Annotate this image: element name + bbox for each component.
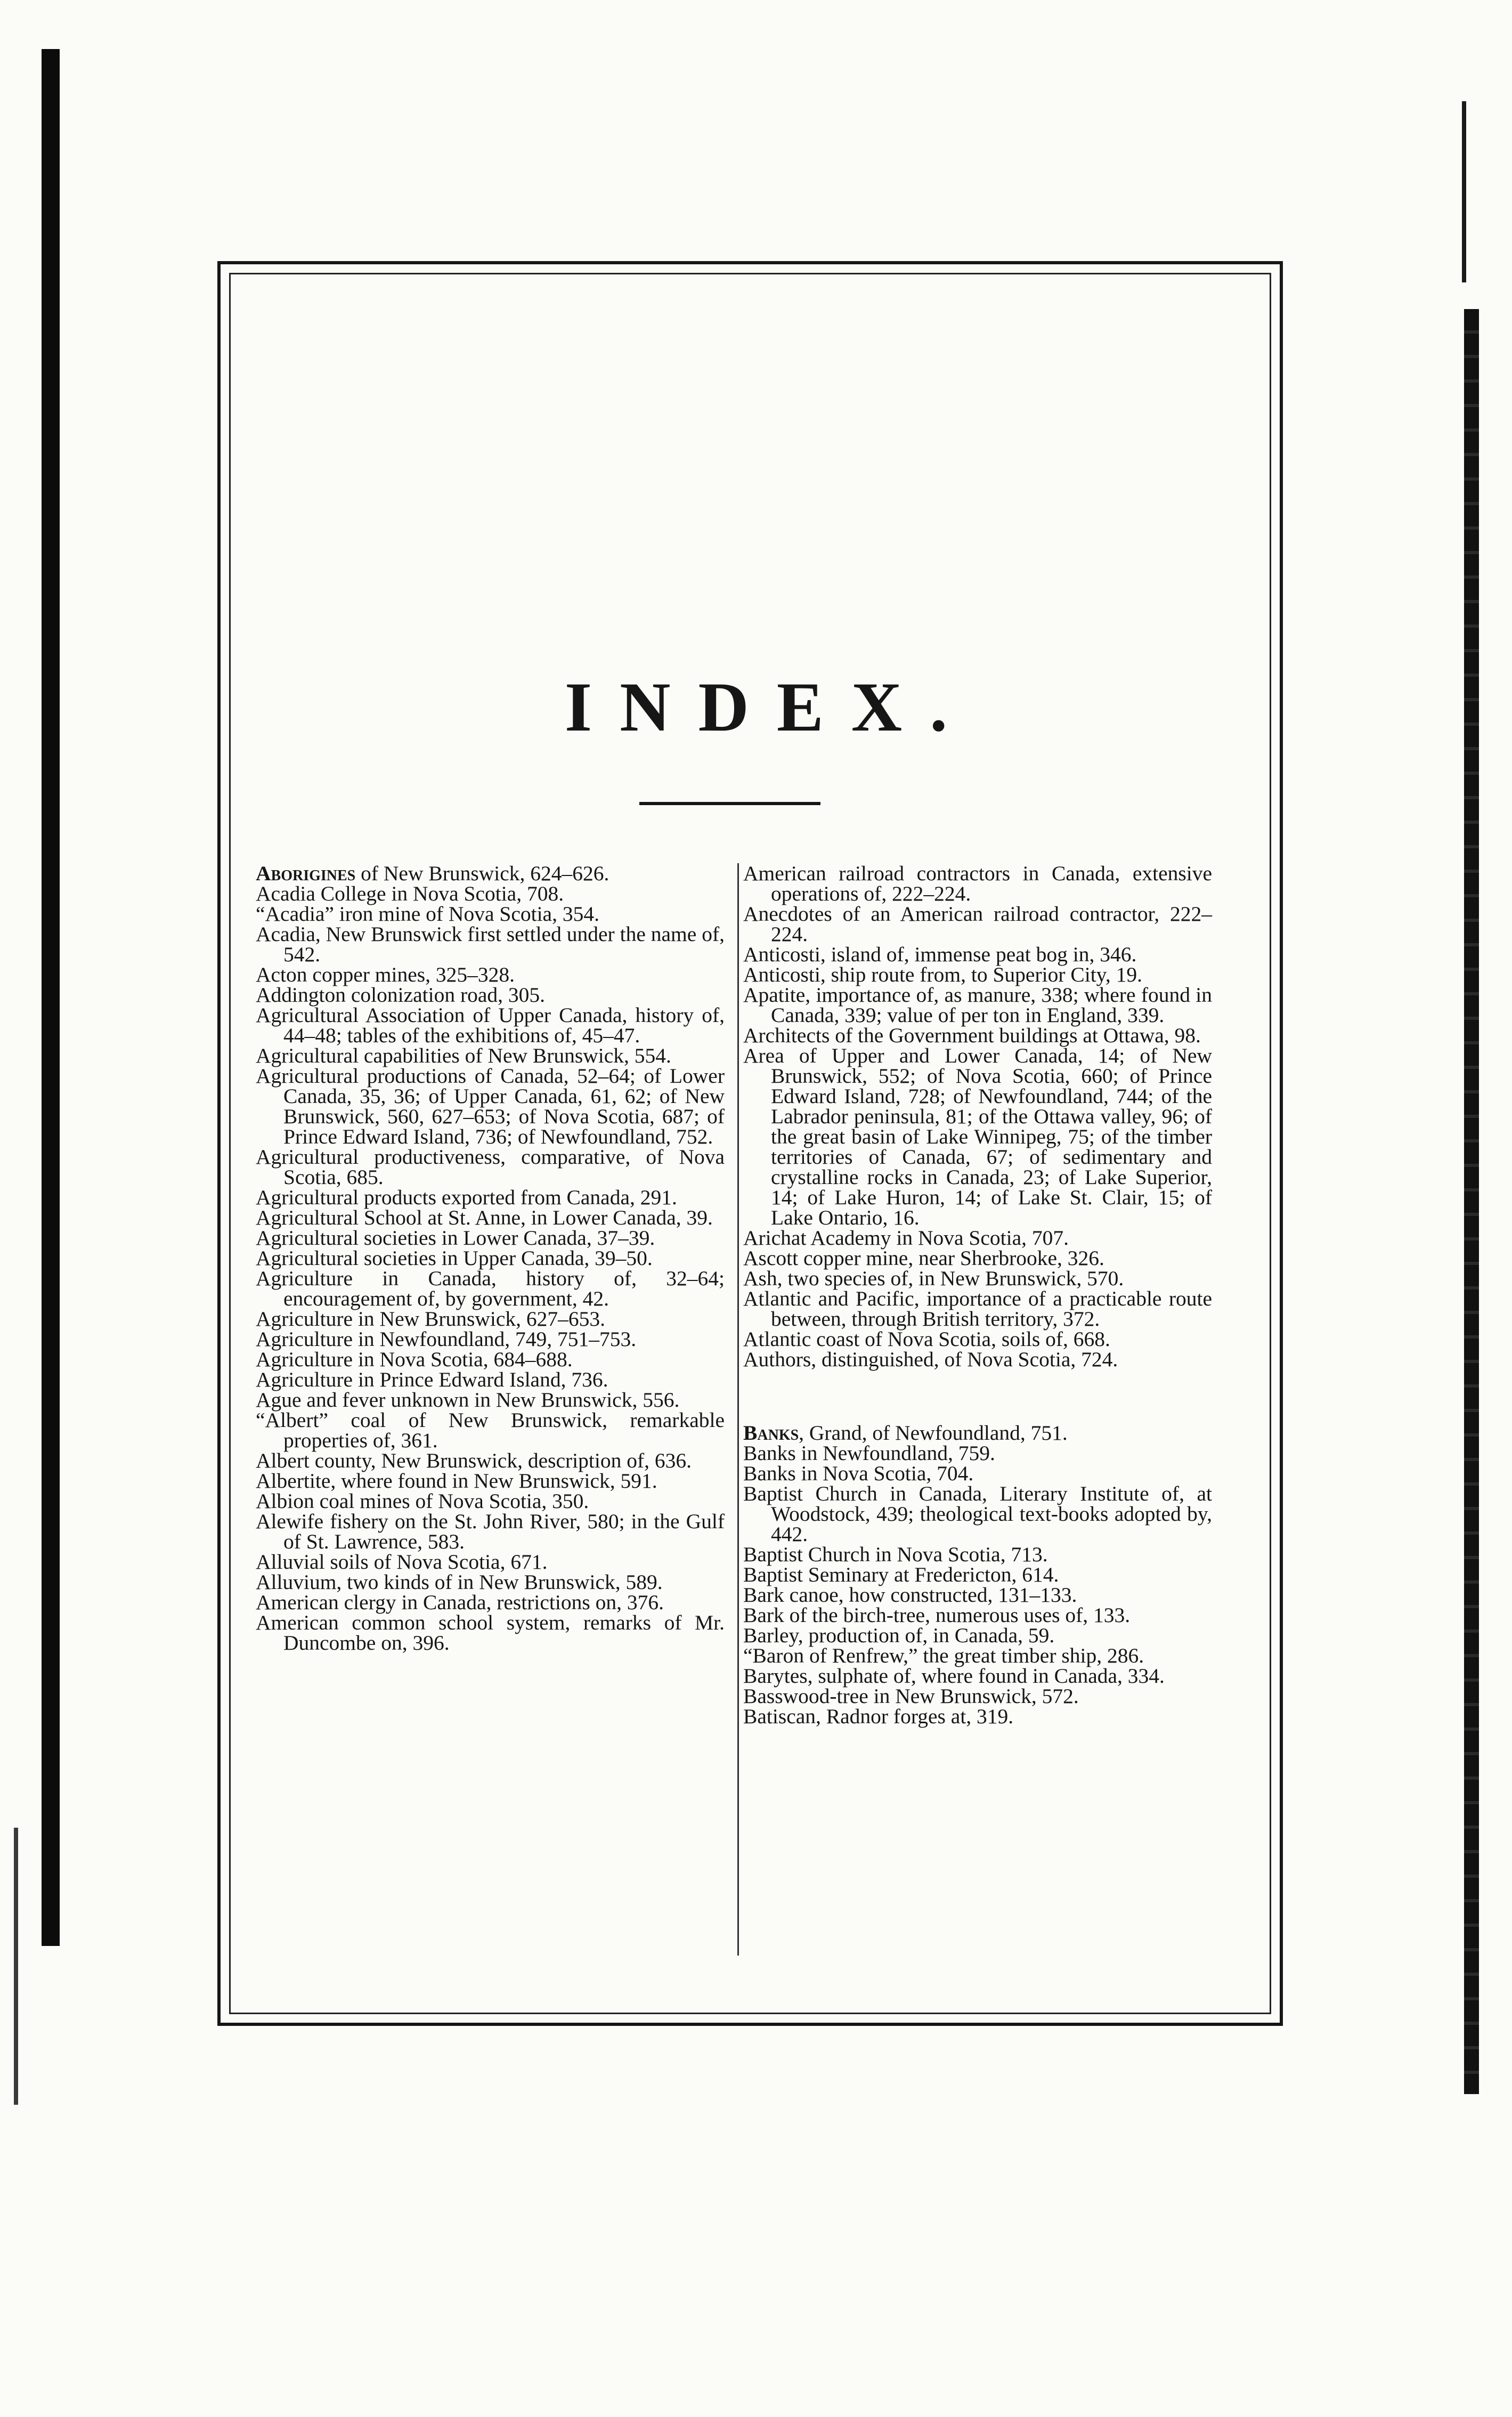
index-entry: Batiscan, Radnor forges at, 319. [743, 1705, 1014, 1728]
index-entry: Albion coal mines of Nova Scotia, 350. [256, 1489, 589, 1513]
scan-edge-right [1464, 309, 1479, 2094]
index-entry: Bark canoe, how constructed, 131–133. [743, 1583, 1077, 1607]
index-entry: Agriculture in Newfoundland, 749, 751–753. [256, 1327, 637, 1351]
index-entry: Anticosti, island of, immense peat bog in, 346. [743, 943, 1137, 966]
column-divider [737, 863, 739, 1956]
index-entry: Agricultural productions of Canada, 52–64; of Lower Canada, 35, 36; of Upper Canada, 61, 62; of New Brunswick, 560, 627–653; of Nova Scotia, 687; of Prince Edward Island, 736; of Newfoundland, 752. [256, 1064, 725, 1148]
index-entry: “Acadia” iron mine of Nova Scotia, 354. [256, 902, 599, 926]
page-title: INDEX. [564, 668, 976, 746]
index-entry: Barytes, sulphate of, where found in Canada, 334. [743, 1664, 1165, 1688]
index-entry: American clergy in Canada, restrictions on, 376. [256, 1591, 664, 1614]
index-entry: Banks in Nova Scotia, 704. [743, 1462, 974, 1485]
index-entry: Agricultural School at St. Anne, in Lower Canada, 39. [256, 1206, 713, 1229]
index-entry: Addington colonization road, 305. [256, 983, 546, 1007]
index-entry: American railroad contractors in Canada, extensive operations of, 222–224. [743, 862, 1212, 905]
index-entry: Anticosti, ship route from, to Superior City, 19. [743, 963, 1142, 986]
index-entry: Baptist Church in Canada, Literary Institute of, at Woodstock, 439; theological text-books adopted by, 442. [743, 1482, 1212, 1546]
index-entry: Agriculture in Prince Edward Island, 736. [256, 1368, 608, 1391]
section-gap [743, 1369, 1212, 1423]
index-entry: Arichat Academy in Nova Scotia, 707. [743, 1226, 1069, 1250]
index-entry: Alluvium, two kinds of in New Brunswick, 589. [256, 1570, 663, 1594]
index-entry [743, 1423, 1212, 1443]
index-entry: Alluvial soils of Nova Scotia, 671. [256, 1550, 548, 1574]
index-entry-text: of New Brunswick, 624–626. [355, 862, 609, 885]
index-entry: Albertite, where found in New Brunswick, 591. [256, 1469, 657, 1493]
index-entry: Agricultural capabilities of New Brunswick, 554. [256, 1044, 671, 1067]
index-entry: Agricultural productiveness, comparative, of Nova Scotia, 685. [256, 1145, 725, 1189]
index-entry: American common school system, remarks of Mr. Duncombe on, 396. [256, 1611, 725, 1654]
index-entry: Ague and fever unknown in New Brunswick, 556. [256, 1388, 680, 1412]
index-entry: Acton copper mines, 325–328. [256, 963, 515, 986]
index-column-left [256, 863, 725, 1653]
index-entry: Ascott copper mine, near Sherbrooke, 326. [743, 1246, 1104, 1270]
index-entry-text: , Grand, of Newfoundland, 751. [799, 1421, 1068, 1445]
index-entry: Basswood-tree in New Brunswick, 572. [743, 1684, 1079, 1708]
index-entry: Apatite, importance of, as manure, 338; where found in Canada, 339; value of per ton in England, 339. [743, 983, 1212, 1027]
index-entry: Banks in Newfoundland, 759. [743, 1441, 995, 1465]
index-entry: Baptist Seminary at Fredericton, 614. [743, 1563, 1059, 1586]
index-entry: Albert county, New Brunswick, description of, 636. [256, 1449, 692, 1472]
index-entry: Alewife fishery on the St. John River, 580; in the Gulf of St. Lawrence, 583. [256, 1510, 725, 1553]
scan-edge-left [42, 49, 60, 1946]
index-entry: Agricultural products exported from Canada, 291. [256, 1186, 677, 1209]
index-entry: Ash, two species of, in New Brunswick, 570. [743, 1267, 1124, 1290]
index-entry: Agriculture in Nova Scotia, 684–688. [256, 1348, 573, 1371]
index-entry: Baptist Church in Nova Scotia, 713. [743, 1543, 1048, 1566]
index-entry-head: Banks [743, 1421, 799, 1445]
index-entry: “Baron of Renfrew,” the great timber ship, 286. [743, 1644, 1144, 1667]
index-entry: Area of Upper and Lower Canada, 14; of New Brunswick, 552; of Nova Scotia, 660; of Prince Edward Island, 728; of Newfoundland, 744; of the Labrador peninsula, 81; of the Ottawa valley, 96; of the great basin of Lake Winnipeg, 75; of the timber territories of Canada, 67; of sedimentary and crystalline rocks in Canada, 23; of Lake Superior, 14; of Lake Huron, 14; of Lake St. Clair, 15; of Lake Ontario, 16. [743, 1044, 1212, 1229]
index-entry: Atlantic coast of Nova Scotia, soils of, 668. [743, 1327, 1110, 1351]
index-entry: Acadia, New Brunswick first settled under the name of, 542. [256, 922, 725, 966]
index-entry: Agricultural societies in Upper Canada, 39–50. [256, 1246, 653, 1270]
index-entry: Agricultural societies in Lower Canada, 37–39. [256, 1226, 655, 1250]
index-entry: Acadia College in Nova Scotia, 708. [256, 882, 564, 905]
index-entry: “Albert” coal of New Brunswick, remarkable properties of, 361. [256, 1408, 725, 1452]
index-entry: Architects of the Government buildings at Ottawa, 98. [743, 1024, 1201, 1047]
index-entry: Agriculture in New Brunswick, 627–653. [256, 1307, 606, 1331]
index-entry: Bark of the birch-tree, numerous uses of, 133. [743, 1603, 1131, 1627]
index-entry: Atlantic and Pacific, importance of a practicable route between, through British territory, 372. [743, 1287, 1212, 1331]
index-entry: Agricultural Association of Upper Canada, history of, 44–48; tables of the exhibitions of, 45–47. [256, 1003, 725, 1047]
index-entry: Authors, distinguished, of Nova Scotia, 724. [743, 1348, 1118, 1371]
index-column-right [743, 863, 1212, 1726]
index-entry [256, 863, 725, 883]
index-entry: Agriculture in Canada, history of, 32–64; encouragement of, by government, 42. [256, 1267, 725, 1310]
title-rule [639, 802, 820, 805]
scan-edge-right-top [1462, 101, 1466, 282]
scan-edge-left-thin [14, 1828, 18, 2105]
index-entry: Anecdotes of an American railroad contractor, 222–224. [743, 902, 1212, 946]
index-entry: Barley, production of, in Canada, 59. [743, 1624, 1055, 1647]
index-entry-head: Aborigines [256, 862, 356, 885]
